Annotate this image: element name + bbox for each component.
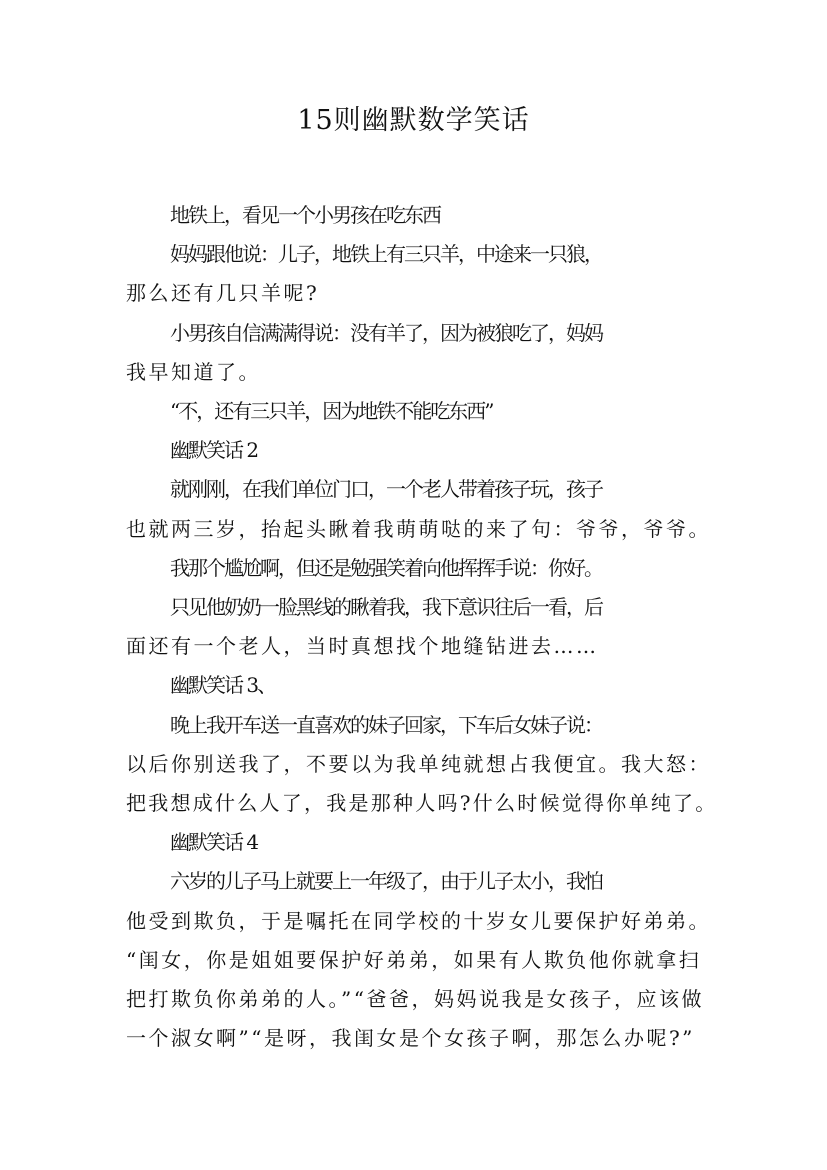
- paragraph-line: 小男孩自信满满得说：没有羊了，因为被狼吃了，妈妈: [170, 320, 602, 345]
- paragraph: [126, 470, 718, 548]
- paragraph-line: “不，还有三只羊，因为地铁不能吃东西”: [170, 399, 493, 424]
- paragraph: [126, 431, 718, 470]
- paragraph: [126, 706, 718, 824]
- paragraph-line: 以后你别送我了，不要以为我单纯就想占我便宜。我大怒：: [126, 751, 711, 776]
- paragraph-line: 面还有一个老人，当时真想找个地缝钻进去……: [126, 634, 599, 659]
- paragraph-line: 幽默笑话 3、: [170, 673, 276, 698]
- document-body: [126, 196, 718, 1058]
- paragraph-line: 晚上我开车送一直喜欢的妹子回家，下车后女妹子说：: [170, 712, 602, 737]
- paragraph-line: 六岁的儿子马上就要上一年级了，由于儿子太小，我怕: [170, 869, 602, 894]
- paragraph: [126, 862, 718, 1058]
- document-title: 15则幽默数学笑话: [297, 105, 530, 136]
- paragraph: [126, 235, 718, 313]
- paragraph-line: “闺女，你是姐姐要保护好弟弟，如果有人欺负他你就拿扫: [126, 947, 702, 972]
- paragraph-line: 把我想成什么人了，我是那种人吗?什么时候觉得你单纯了。: [126, 791, 718, 816]
- paragraph-line: 我早知道了。: [126, 359, 261, 384]
- paragraph-line: 地铁上，看见一个小男孩在吃东西: [170, 203, 440, 227]
- paragraph-line: 我那个尴尬啊，但还是勉强笑着向他挥挥手说：你好。: [170, 555, 602, 580]
- paragraph-line: 一个淑女啊”“是呀，我闺女是个女孩子啊，那怎么办呢?”: [126, 1026, 695, 1051]
- paragraph-line: 那么还有几只羊呢?: [126, 281, 320, 306]
- paragraph-line: 幽默笑话 4: [170, 830, 258, 855]
- paragraph: [126, 392, 718, 431]
- paragraph: [126, 549, 718, 588]
- paragraph: [126, 823, 718, 862]
- paragraph-line: 只见他奶奶一脸黑线的瞅着我，我下意识往后一看，后: [170, 595, 602, 620]
- paragraph: [126, 588, 718, 666]
- paragraph-line: 妈妈跟他说：儿子，地铁上有三只羊，中途来一只狼，: [170, 242, 602, 267]
- paragraph-line: 幽默笑话 2: [170, 438, 258, 463]
- paragraph-line: 就刚刚，在我们单位门口，一个老人带着孩子玩，孩子: [170, 477, 602, 502]
- paragraph: [126, 666, 718, 705]
- paragraph-line: 把打欺负你弟弟的人。”“爸爸，妈妈说我是女孩子，应该做: [126, 987, 704, 1012]
- paragraph-line: 也就两三岁，抬起头瞅着我萌萌哒的来了句：爷爷，爷爷。: [126, 516, 711, 541]
- paragraph-line: 他受到欺负，于是嘱托在同学校的十岁女儿要保护好弟弟。: [126, 908, 711, 933]
- paragraph: [126, 314, 718, 392]
- paragraph: [126, 196, 718, 235]
